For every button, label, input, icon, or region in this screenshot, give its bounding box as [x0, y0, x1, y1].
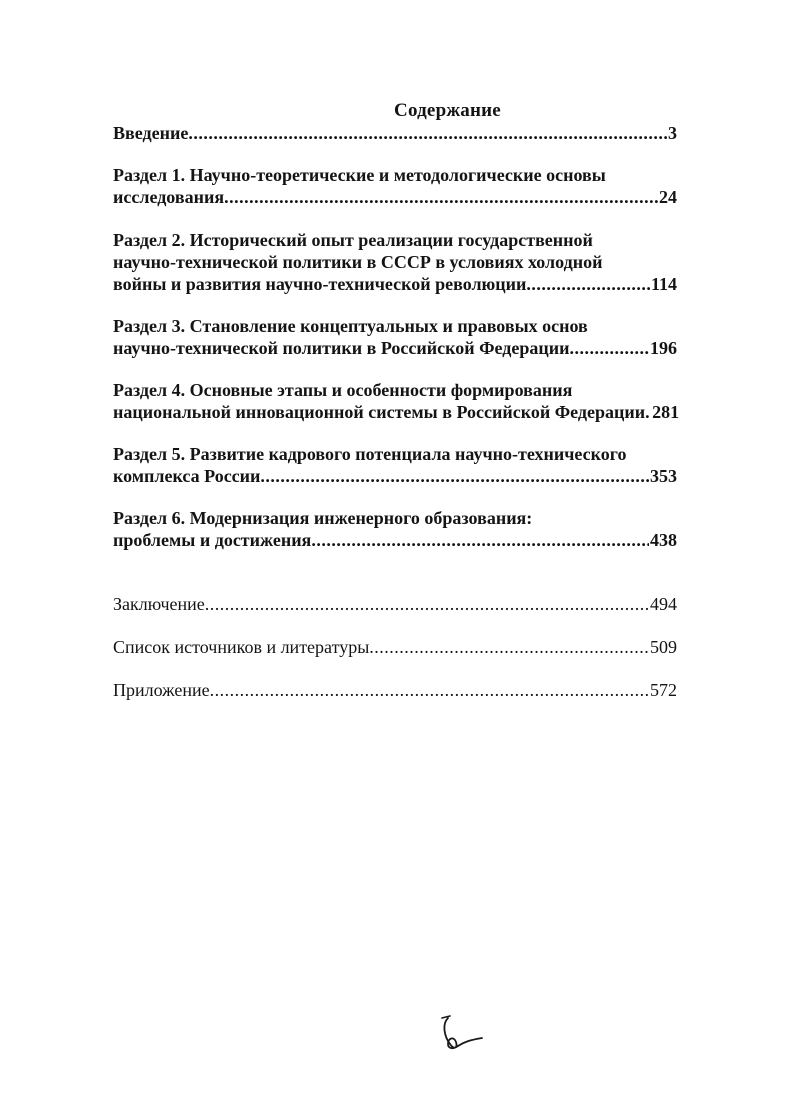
toc-page-number: 281	[652, 402, 680, 422]
toc-entry-title: проблемы и достижения	[113, 530, 312, 550]
toc-page-number: 572	[650, 680, 677, 700]
toc-entry-title: исследования	[113, 187, 225, 207]
toc-page-number: 114	[650, 274, 677, 294]
toc-entry-appendix	[113, 679, 677, 701]
dot-leader	[369, 636, 649, 658]
toc-entry-title: Список источников и литературы	[113, 637, 370, 657]
page-title: Содержание	[394, 100, 501, 121]
toc-entry-line: Раздел 6. Модернизация инженерного образования:	[113, 508, 533, 528]
dot-leader	[260, 465, 649, 487]
toc-entry-line: Раздел 2. Исторический опыт реализации государственной	[113, 230, 593, 250]
toc-entry-line: научно-технической политики в СССР в условиях холодной	[113, 252, 603, 272]
dot-leader	[210, 679, 649, 701]
toc-page-number: 438	[650, 530, 677, 550]
toc-entry-title: Приложение	[113, 680, 210, 700]
dot-leader	[570, 337, 649, 359]
table-of-contents	[113, 122, 680, 701]
toc-entry-line: Раздел 1. Научно-теоретические и методологические основы	[113, 165, 606, 185]
toc-entry-section-6	[113, 507, 677, 551]
signature-icon	[436, 1014, 484, 1054]
toc-page-number: 3	[668, 123, 677, 143]
dot-leader	[526, 273, 650, 295]
toc-page-number: 494	[650, 594, 677, 614]
toc-entry-section-2	[113, 229, 677, 295]
toc-entry-conclusion	[113, 593, 677, 615]
toc-page-number: 509	[650, 637, 677, 657]
toc-entry-section-4	[113, 379, 680, 423]
toc-entry-title: Введение	[113, 123, 189, 143]
toc-entry-title: комплекса России	[113, 466, 261, 486]
dot-leader	[205, 593, 649, 615]
toc-entry-section-5	[113, 443, 677, 487]
toc-page-number: 196	[650, 338, 677, 358]
toc-entry-line: Раздел 4. Основные этапы и особенности формирования	[113, 380, 573, 400]
toc-entry-title: Заключение	[113, 594, 205, 614]
toc-entry-section-1	[113, 164, 677, 208]
toc-page-number: 24	[659, 187, 677, 207]
dot-leader	[224, 186, 658, 208]
toc-entry-bibliography	[113, 636, 677, 658]
dot-leader	[311, 529, 649, 551]
toc-page-number: 353	[650, 466, 677, 486]
toc-entry-title: научно-технической политики в Российской Федерации	[113, 338, 570, 358]
toc-entry-title: войны и развития научно-технической революции	[113, 274, 527, 294]
toc-entry-section-3	[113, 315, 677, 359]
toc-entry-introduction	[113, 122, 677, 144]
toc-entry-line: Раздел 5. Развитие кадрового потенциала научно-технического	[113, 444, 627, 464]
dot-leader	[188, 122, 667, 144]
toc-entry-line: Раздел 3. Становление концептуальных и правовых основ	[113, 316, 588, 336]
toc-entry-title: национальной инновационной системы в Российской Федерации	[113, 402, 646, 422]
